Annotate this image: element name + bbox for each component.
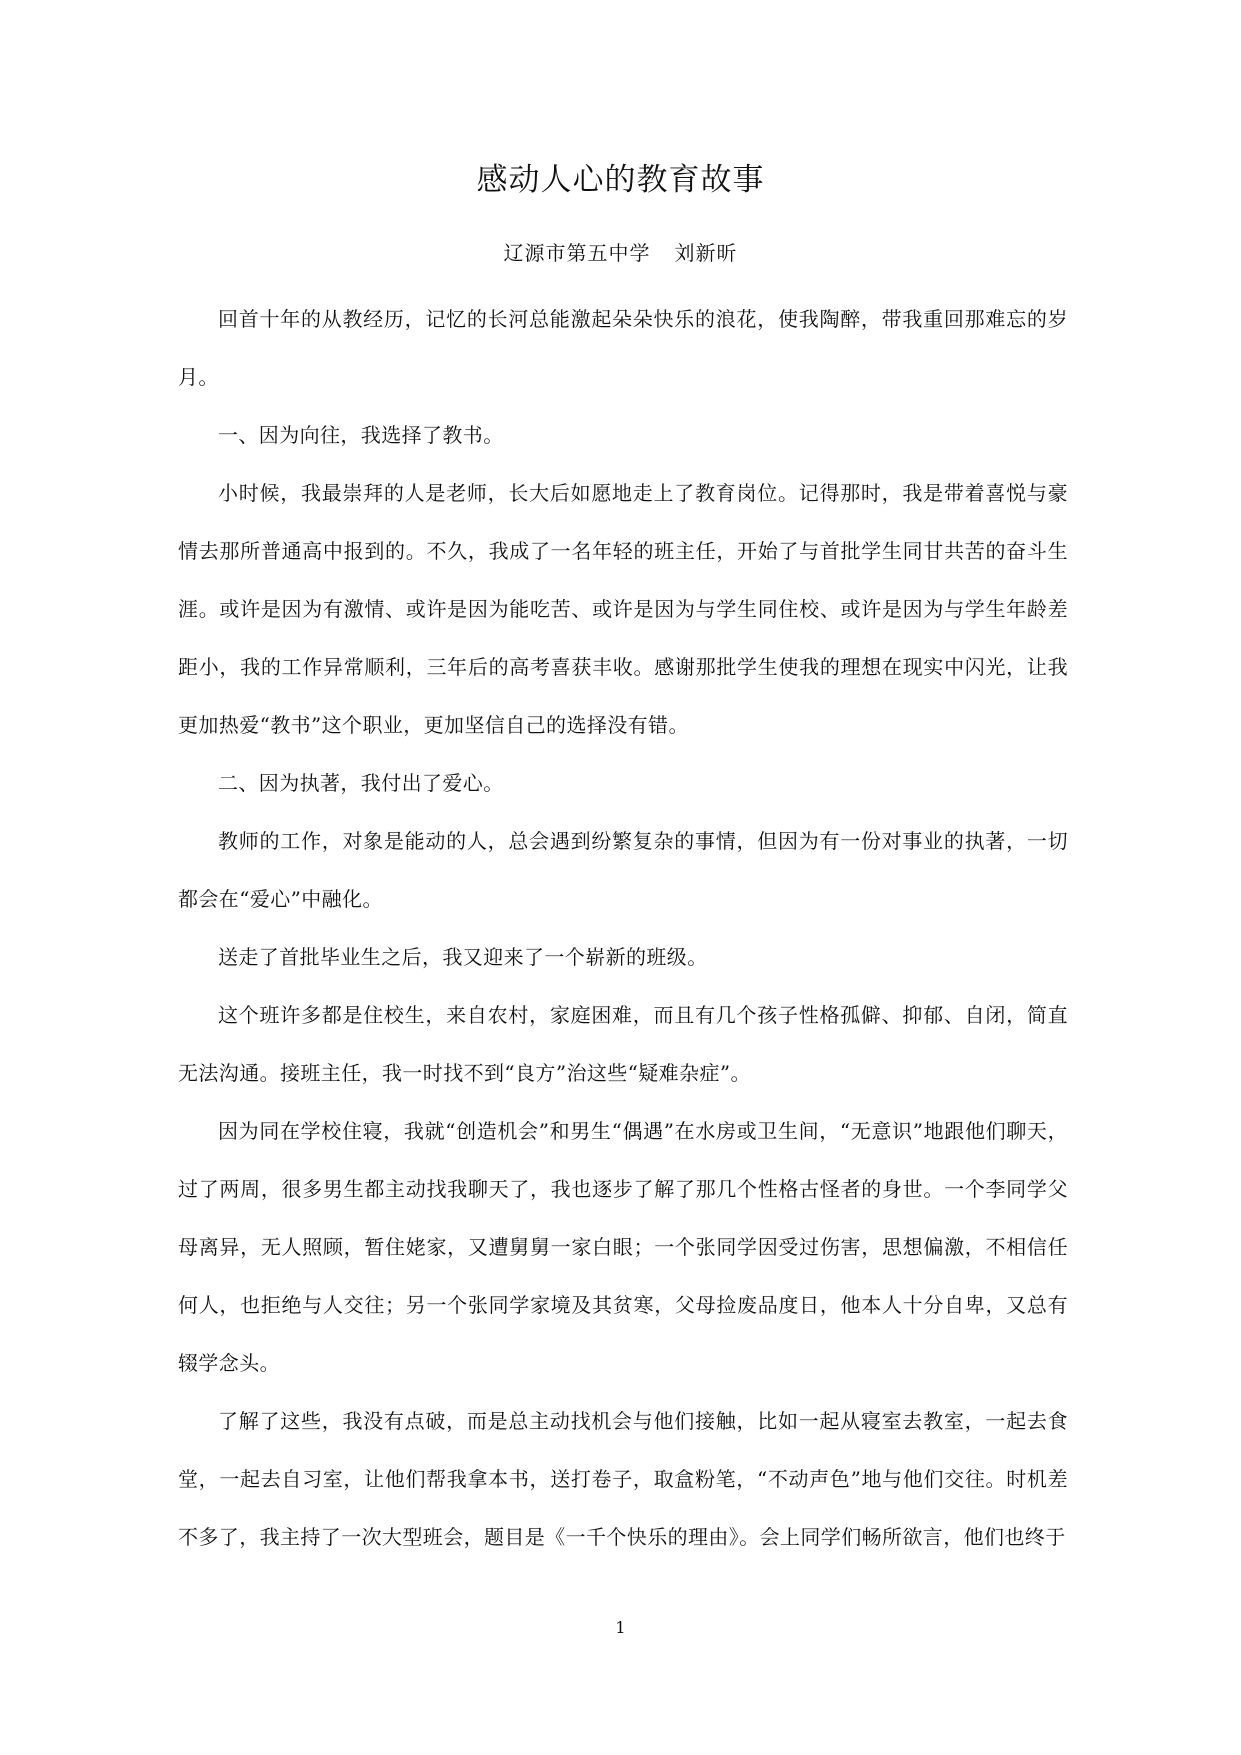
page-number: 1 (615, 1618, 626, 1637)
paragraph: 小时候，我最崇拜的人是老师，长大后如愿地走上了教育岗位。记得那时，我是带着喜悦与豪情去那所普通高中报到的。不久，我成了一名年轻的班主任，开始了与首批学生同甘共苦的奋斗生涯。或许是因为有激情、或许是因为能吃苦、或许是因为与学生同住校、或许是因为与学生年龄差距小，我的工作异常顺利，三年后的高考喜获丰收。感谢那批学生使我的理想在现实中闪光，让我更加热爱“教书”这个职业，更加坚信自己的选择没有错。 (178, 481, 1068, 737)
paragraph: 了解了这些，我没有点破，而是总主动找机会与他们接触，比如一起从寝室去教室，一起去食堂，一起去自习室，让他们帮我拿本书，送打卷子，取盒粉笔，“不动声色”地与他们交往。时机差不多了，我主持了一次大型班会，题目是《一千个快乐的理由》。会上同学们畅所欲言，他们也终于 (178, 1409, 1068, 1549)
byline (0, 238, 1241, 268)
paragraph: 教师的工作，对象是能动的人，总会遇到纷繁复杂的事情，但因为有一份对事业的执著，一切都会在“爱心”中融化。 (178, 829, 1068, 911)
paragraph: 回首十年的从教经历，记忆的长河总能激起朵朵快乐的浪花，使我陶醉，带我重回那难忘的岁月。 (178, 307, 1068, 389)
school-name: 辽源市第五中学 (503, 241, 651, 265)
author-name: 刘新昕 (674, 241, 738, 265)
document-body (178, 290, 1068, 1566)
paragraph: 这个班许多都是住校生，来自农村，家庭困难，而且有几个孩子性格孤僻、抑郁、自闭，简直无法沟通。接班主任，我一时找不到“良方”治这些“疑难杂症”。 (178, 1003, 1068, 1085)
section-heading: 二、因为执著，我付出了爱心。 (218, 771, 504, 795)
paragraph: 送走了首批毕业生之后，我又迎来了一个崭新的班级。 (218, 945, 708, 969)
section-heading: 一、因为向往，我选择了教书。 (218, 423, 504, 447)
paragraph: 因为同在学校住寝，我就“创造机会”和男生“偶遇”在水房或卫生间，“无意识”地跟他们聊天，过了两周，很多男生都主动找我聊天了，我也逐步了解了那几个性格古怪者的身世。一个李同学父母离异，无人照顾，暂住姥家，又遭舅舅一家白眼；一个张同学因受过伤害，思想偏激，不相信任何人，也拒绝与人交往；另一个张同学家境及其贫寒，父母捡废品度日，他本人十分自卑，又总有辍学念头。 (178, 1119, 1068, 1375)
document-title: 感动人心的教育故事 (476, 162, 765, 198)
